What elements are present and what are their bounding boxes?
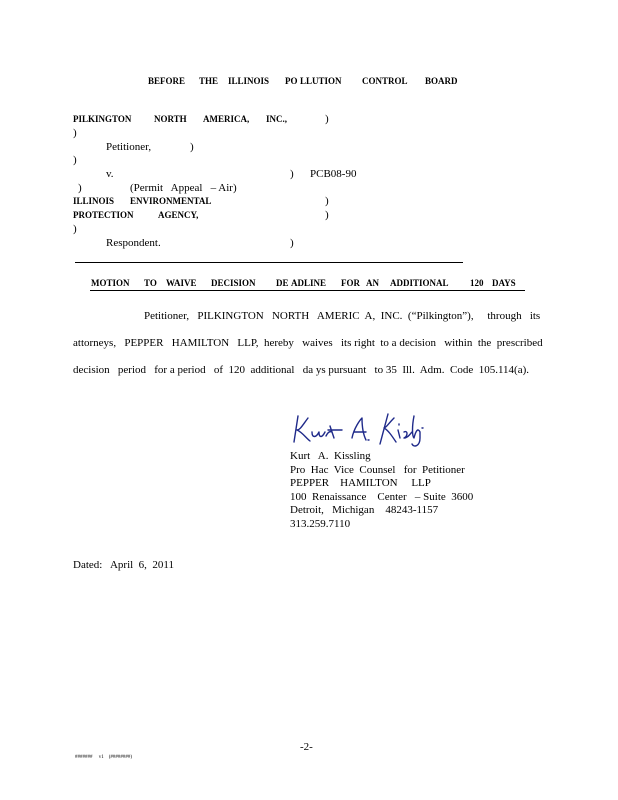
title-word: 120 (470, 278, 484, 288)
caption-divider (75, 262, 463, 263)
firm-name: PEPPER HAMILTON LLP (290, 477, 431, 489)
motion-title (90, 278, 525, 291)
heading-word: LLUTION (300, 76, 342, 86)
handwritten-signature (290, 408, 430, 450)
case-type: (Permit Appeal – Air) (130, 182, 237, 194)
title-word: ADDITIONAL (390, 278, 449, 288)
address-line-1: 100 Renaissance Center – Suite 3600 (290, 490, 474, 503)
signer-name: Kurt A. Kissling (290, 450, 371, 462)
body-line-1: Petitioner, PILKINGTON NORTH AMERIC A, INC. (“Pilkington”), through its (144, 310, 541, 322)
party-word: AGENCY, (158, 210, 199, 220)
board-heading (0, 76, 618, 88)
caption-bracket: ) (325, 195, 329, 207)
caption-bracket: ) (325, 209, 329, 221)
party-word: AMERICA, (203, 114, 250, 124)
heading-word: THE (199, 76, 219, 86)
body-line-2: attorneys, PEPPER HAMILTON LLP, hereby waives its right to a decision within the prescribed (73, 337, 543, 349)
petitioner-party (0, 114, 618, 126)
signer-title: Pro Hac Vice Counsel for Petitioner (290, 463, 465, 476)
heading-word: CONTROL (362, 76, 408, 86)
phone-number: 313.259.7110 (290, 517, 351, 530)
caption-bracket: ) (325, 113, 329, 125)
title-word: WAIVE (166, 278, 197, 288)
petitioner-label: Petitioner, (106, 141, 152, 153)
heading-word: PO (285, 76, 298, 86)
party-word: PILKINGTON (73, 114, 132, 124)
respondent-party (0, 196, 618, 224)
heading-word: ILLINOIS (228, 76, 270, 86)
caption-bracket: ) (190, 141, 194, 153)
party-word: INC., (266, 114, 288, 124)
party-word: PROTECTION (73, 210, 134, 220)
address-line-2: Detroit, Michigan 48243-1157 (290, 504, 439, 516)
title-word: FOR (341, 278, 360, 288)
title-word: ADLINE (291, 278, 327, 288)
body-line-3: decision period for a period of 120 additional da ys pursuant to 35 Ill. Adm. Code 105.114(a). (73, 364, 530, 376)
document-id: ####### v1 (########) (75, 755, 133, 760)
caption-bracket: ) (73, 127, 77, 139)
title-word: DAYS (492, 278, 516, 288)
title-word: DECISION (211, 278, 256, 288)
dated-line: Dated: April 6, 2011 (73, 559, 175, 571)
party-word: NORTH (154, 114, 187, 124)
respondent-label: Respondent. (106, 237, 161, 249)
page-number: -2- (300, 741, 313, 753)
signature-block (290, 450, 473, 531)
title-word: MOTION (91, 278, 130, 288)
party-word: ILLINOIS (73, 196, 115, 206)
heading-word: BOARD (425, 76, 458, 86)
title-word: AN (366, 278, 379, 288)
caption-bracket: ) (290, 168, 294, 180)
title-word: TO (144, 278, 157, 288)
title-word: DE (276, 278, 289, 288)
party-word: ENVIRONMENTAL (130, 196, 212, 206)
caption-bracket: ) (73, 223, 77, 235)
versus-label: v. (106, 168, 114, 180)
caption-bracket: ) (290, 237, 294, 249)
caption-bracket: ) (73, 154, 77, 166)
caption-bracket: ) (78, 182, 82, 194)
heading-word: BEFORE (148, 76, 186, 86)
case-number: PCB08-90 (310, 168, 357, 180)
